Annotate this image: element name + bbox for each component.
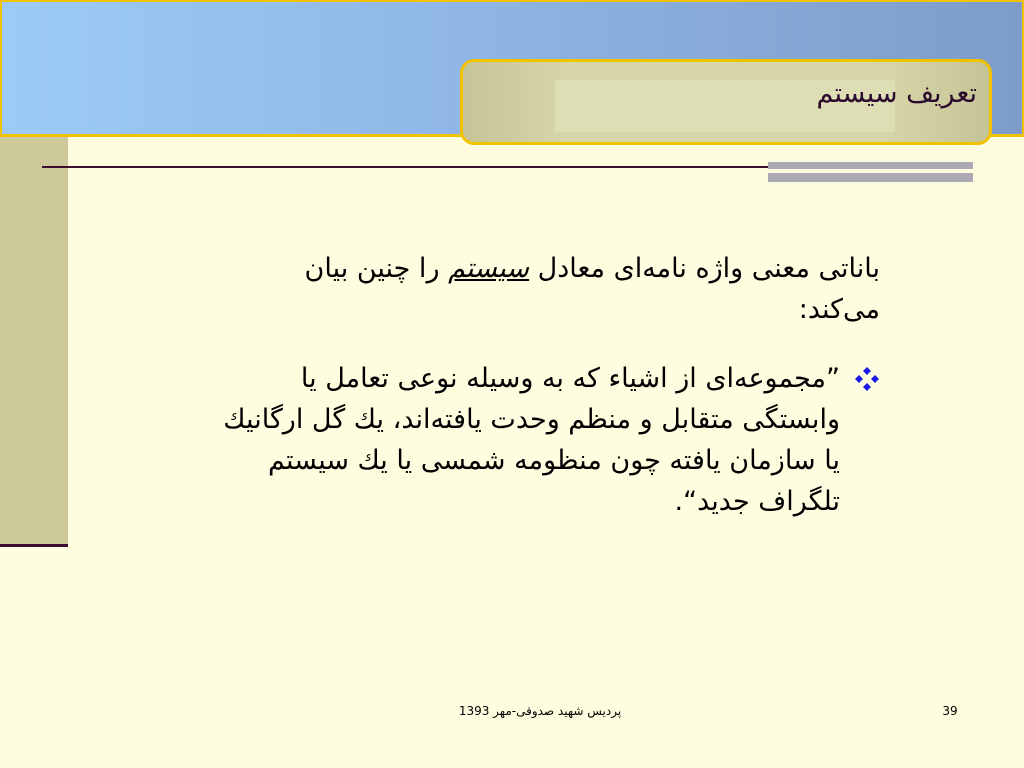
bullet-text: ”مجموعه‌ای از اشياء که به وسيله نوعی تعامل يا وابستگی متقابل و منظم وحدت يافته‌اند، يك گل ارگانيك يا سازمان يافته چون منظومه شمسی يا يك سيستم تلگراف جديد“. (223, 363, 840, 517)
title-box (460, 59, 992, 145)
left-decor-line (0, 544, 68, 547)
intro-keyword: سیستم (448, 253, 530, 284)
divider-accent-bar (768, 159, 973, 182)
left-decor-bar (0, 137, 68, 547)
footer-text: پرديس شهيد صدوقی-مهر 1393 (458, 704, 622, 718)
bullet-paragraph (222, 358, 880, 522)
diamond-bullet-icon (854, 366, 880, 392)
intro-paragraph (222, 248, 880, 330)
slide-content (222, 248, 880, 522)
page-number: 39 (942, 704, 958, 718)
slide-title: تعريف سيستم (816, 78, 977, 109)
intro-text-end: را چنين بيان می‌کند: (304, 253, 880, 325)
intro-text-start: باناتی معنی واژه نامه‌ای معادل (529, 253, 880, 284)
